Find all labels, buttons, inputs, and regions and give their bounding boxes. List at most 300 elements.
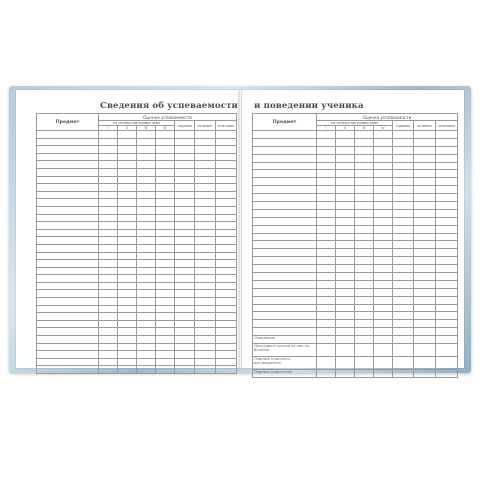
grade-cell[interactable] <box>216 343 237 351</box>
grade-cell[interactable] <box>137 252 156 260</box>
grade-cell[interactable] <box>393 138 414 146</box>
grade-cell[interactable] <box>436 280 458 288</box>
grade-cell[interactable] <box>195 358 216 366</box>
grade-cell[interactable] <box>336 225 355 233</box>
grade-cell[interactable] <box>175 146 195 154</box>
subject-cell[interactable] <box>37 244 99 252</box>
grade-cell[interactable] <box>137 343 156 351</box>
grade-cell[interactable] <box>355 217 374 225</box>
grade-cell[interactable] <box>374 146 393 154</box>
grade-cell[interactable] <box>175 229 195 237</box>
grade-cell[interactable] <box>355 357 374 370</box>
grade-cell[interactable] <box>195 131 216 139</box>
grade-cell[interactable] <box>436 154 458 162</box>
grade-cell[interactable] <box>175 214 195 222</box>
grade-cell[interactable] <box>436 328 458 336</box>
grade-cell[interactable] <box>156 176 175 184</box>
grade-cell[interactable] <box>355 336 374 344</box>
subject-cell[interactable] <box>253 249 317 257</box>
grade-cell[interactable] <box>317 288 336 296</box>
grade-cell[interactable] <box>355 186 374 194</box>
grade-cell[interactable] <box>436 202 458 210</box>
grade-cell[interactable] <box>137 282 156 290</box>
grade-cell[interactable] <box>414 186 436 194</box>
grade-cell[interactable] <box>195 244 216 252</box>
grade-cell[interactable] <box>195 290 216 298</box>
grade-cell[interactable] <box>137 267 156 275</box>
grade-cell[interactable] <box>436 344 458 357</box>
grade-cell[interactable] <box>374 154 393 162</box>
subject-cell[interactable] <box>253 170 317 178</box>
grade-cell[interactable] <box>414 304 436 312</box>
grade-cell[interactable] <box>156 366 175 374</box>
subject-cell[interactable] <box>37 260 99 268</box>
grade-cell[interactable] <box>336 154 355 162</box>
grade-cell[interactable] <box>195 260 216 268</box>
grade-cell[interactable] <box>414 273 436 281</box>
grade-cell[interactable] <box>156 199 175 207</box>
grade-cell[interactable] <box>374 357 393 370</box>
grade-cell[interactable] <box>156 237 175 245</box>
grade-cell[interactable] <box>137 366 156 374</box>
grade-cell[interactable] <box>99 282 118 290</box>
grade-cell[interactable] <box>436 162 458 170</box>
grade-cell[interactable] <box>414 202 436 210</box>
grade-cell[interactable] <box>317 370 336 378</box>
grade-cell[interactable] <box>393 304 414 312</box>
grade-cell[interactable] <box>336 146 355 154</box>
grade-cell[interactable] <box>175 199 195 207</box>
grade-cell[interactable] <box>99 336 118 344</box>
grade-cell[interactable] <box>137 222 156 230</box>
grade-cell[interactable] <box>195 328 216 336</box>
grade-cell[interactable] <box>336 320 355 328</box>
grade-cell[interactable] <box>216 290 237 298</box>
grade-cell[interactable] <box>355 370 374 378</box>
grade-cell[interactable] <box>414 154 436 162</box>
grade-cell[interactable] <box>393 170 414 178</box>
grade-cell[interactable] <box>175 320 195 328</box>
grade-cell[interactable] <box>393 186 414 194</box>
grade-cell[interactable] <box>137 328 156 336</box>
grade-cell[interactable] <box>118 146 137 154</box>
grade-cell[interactable] <box>414 209 436 217</box>
grade-cell[interactable] <box>317 344 336 357</box>
grade-cell[interactable] <box>195 146 216 154</box>
grade-cell[interactable] <box>436 357 458 370</box>
grade-cell[interactable] <box>118 176 137 184</box>
grade-cell[interactable] <box>195 267 216 275</box>
grade-cell[interactable] <box>336 370 355 378</box>
grade-cell[interactable] <box>216 267 237 275</box>
grade-cell[interactable] <box>99 191 118 199</box>
grade-cell[interactable] <box>137 351 156 359</box>
grade-cell[interactable] <box>393 288 414 296</box>
grade-cell[interactable] <box>393 328 414 336</box>
grade-cell[interactable] <box>156 252 175 260</box>
grade-cell[interactable] <box>118 275 137 283</box>
subject-cell[interactable] <box>37 298 99 306</box>
grade-cell[interactable] <box>374 202 393 210</box>
subject-cell[interactable] <box>37 328 99 336</box>
grade-cell[interactable] <box>355 131 374 139</box>
grade-cell[interactable] <box>393 146 414 154</box>
grade-cell[interactable] <box>118 244 137 252</box>
grade-cell[interactable] <box>99 358 118 366</box>
subject-cell[interactable] <box>253 225 317 233</box>
grade-cell[interactable] <box>216 229 237 237</box>
grade-cell[interactable] <box>175 275 195 283</box>
grade-cell[interactable] <box>355 154 374 162</box>
grade-cell[interactable] <box>175 191 195 199</box>
grade-cell[interactable] <box>156 290 175 298</box>
grade-cell[interactable] <box>195 184 216 192</box>
grade-cell[interactable] <box>137 184 156 192</box>
grade-cell[interactable] <box>156 358 175 366</box>
grade-cell[interactable] <box>156 244 175 252</box>
grade-cell[interactable] <box>336 170 355 178</box>
grade-cell[interactable] <box>374 328 393 336</box>
grade-cell[interactable] <box>355 280 374 288</box>
grade-cell[interactable] <box>175 366 195 374</box>
grade-cell[interactable] <box>317 265 336 273</box>
grade-cell[interactable] <box>374 280 393 288</box>
grade-cell[interactable] <box>175 153 195 161</box>
grade-cell[interactable] <box>393 217 414 225</box>
subject-cell[interactable] <box>37 214 99 222</box>
grade-cell[interactable] <box>414 241 436 249</box>
grade-cell[interactable] <box>393 249 414 257</box>
grade-cell[interactable] <box>336 178 355 186</box>
grade-cell[interactable] <box>436 257 458 265</box>
grade-cell[interactable] <box>216 244 237 252</box>
subject-cell[interactable] <box>253 265 317 273</box>
grade-cell[interactable] <box>216 305 237 313</box>
grade-cell[interactable] <box>355 344 374 357</box>
grade-cell[interactable] <box>216 214 237 222</box>
grade-cell[interactable] <box>436 296 458 304</box>
grade-cell[interactable] <box>137 199 156 207</box>
grade-cell[interactable] <box>195 176 216 184</box>
grade-cell[interactable] <box>355 138 374 146</box>
grade-cell[interactable] <box>317 194 336 202</box>
grade-cell[interactable] <box>99 290 118 298</box>
grade-cell[interactable] <box>99 320 118 328</box>
grade-cell[interactable] <box>118 214 137 222</box>
grade-cell[interactable] <box>118 351 137 359</box>
grade-cell[interactable] <box>374 320 393 328</box>
grade-cell[interactable] <box>436 370 458 378</box>
subject-cell[interactable] <box>37 199 99 207</box>
subject-cell[interactable] <box>37 282 99 290</box>
grade-cell[interactable] <box>137 153 156 161</box>
grade-cell[interactable] <box>393 154 414 162</box>
subject-cell[interactable] <box>253 241 317 249</box>
grade-cell[interactable] <box>336 280 355 288</box>
grade-cell[interactable] <box>336 304 355 312</box>
subject-cell[interactable] <box>253 209 317 217</box>
grade-cell[interactable] <box>374 138 393 146</box>
grade-cell[interactable] <box>393 344 414 357</box>
grade-cell[interactable] <box>175 252 195 260</box>
subject-cell[interactable] <box>37 305 99 313</box>
grade-cell[interactable] <box>355 257 374 265</box>
grade-cell[interactable] <box>216 336 237 344</box>
grade-cell[interactable] <box>195 168 216 176</box>
grade-cell[interactable] <box>436 186 458 194</box>
grade-cell[interactable] <box>216 298 237 306</box>
grade-cell[interactable] <box>137 138 156 146</box>
grade-cell[interactable] <box>216 358 237 366</box>
grade-cell[interactable] <box>118 206 137 214</box>
grade-cell[interactable] <box>175 168 195 176</box>
grade-cell[interactable] <box>374 162 393 170</box>
subject-cell[interactable] <box>37 184 99 192</box>
grade-cell[interactable] <box>195 153 216 161</box>
grade-cell[interactable] <box>414 257 436 265</box>
subject-cell[interactable] <box>37 138 99 146</box>
grade-cell[interactable] <box>195 229 216 237</box>
grade-cell[interactable] <box>175 206 195 214</box>
grade-cell[interactable] <box>175 131 195 139</box>
subject-cell[interactable] <box>37 222 99 230</box>
grade-cell[interactable] <box>195 206 216 214</box>
grade-cell[interactable] <box>414 233 436 241</box>
grade-cell[interactable] <box>137 358 156 366</box>
grade-cell[interactable] <box>216 351 237 359</box>
grade-cell[interactable] <box>355 209 374 217</box>
grade-cell[interactable] <box>393 209 414 217</box>
grade-cell[interactable] <box>336 249 355 257</box>
grade-cell[interactable] <box>436 146 458 154</box>
grade-cell[interactable] <box>156 191 175 199</box>
grade-cell[interactable] <box>99 206 118 214</box>
grade-cell[interactable] <box>336 233 355 241</box>
grade-cell[interactable] <box>175 138 195 146</box>
grade-cell[interactable] <box>156 305 175 313</box>
grade-cell[interactable] <box>99 351 118 359</box>
subject-cell[interactable] <box>37 131 99 139</box>
grade-cell[interactable] <box>216 184 237 192</box>
grade-cell[interactable] <box>317 296 336 304</box>
grade-cell[interactable] <box>195 222 216 230</box>
grade-cell[interactable] <box>414 138 436 146</box>
grade-cell[interactable] <box>137 214 156 222</box>
grade-cell[interactable] <box>317 217 336 225</box>
subject-cell[interactable] <box>37 153 99 161</box>
subject-cell[interactable] <box>253 257 317 265</box>
grade-cell[interactable] <box>216 199 237 207</box>
grade-cell[interactable] <box>99 328 118 336</box>
grade-cell[interactable] <box>317 257 336 265</box>
grade-cell[interactable] <box>414 170 436 178</box>
grade-cell[interactable] <box>374 304 393 312</box>
subject-cell[interactable] <box>37 351 99 359</box>
grade-cell[interactable] <box>393 273 414 281</box>
subject-cell[interactable] <box>37 320 99 328</box>
grade-cell[interactable] <box>118 305 137 313</box>
grade-cell[interactable] <box>156 328 175 336</box>
subject-cell[interactable] <box>253 186 317 194</box>
grade-cell[interactable] <box>374 370 393 378</box>
grade-cell[interactable] <box>317 170 336 178</box>
grade-cell[interactable] <box>137 336 156 344</box>
subject-cell[interactable] <box>253 194 317 202</box>
grade-cell[interactable] <box>137 305 156 313</box>
grade-cell[interactable] <box>374 344 393 357</box>
grade-cell[interactable] <box>374 131 393 139</box>
grade-cell[interactable] <box>195 161 216 169</box>
grade-cell[interactable] <box>216 252 237 260</box>
grade-cell[interactable] <box>336 194 355 202</box>
grade-cell[interactable] <box>118 328 137 336</box>
grade-cell[interactable] <box>393 202 414 210</box>
grade-cell[interactable] <box>118 290 137 298</box>
grade-cell[interactable] <box>118 267 137 275</box>
grade-cell[interactable] <box>414 249 436 257</box>
grade-cell[interactable] <box>156 229 175 237</box>
subject-cell[interactable] <box>253 304 317 312</box>
grade-cell[interactable] <box>436 178 458 186</box>
grade-cell[interactable] <box>118 252 137 260</box>
grade-cell[interactable] <box>355 320 374 328</box>
grade-cell[interactable] <box>393 265 414 273</box>
grade-cell[interactable] <box>137 206 156 214</box>
grade-cell[interactable] <box>393 131 414 139</box>
subject-cell[interactable] <box>253 296 317 304</box>
grade-cell[interactable] <box>374 241 393 249</box>
grade-cell[interactable] <box>414 280 436 288</box>
subject-cell[interactable] <box>253 312 317 320</box>
subject-cell[interactable] <box>253 273 317 281</box>
grade-cell[interactable] <box>355 265 374 273</box>
grade-cell[interactable] <box>156 131 175 139</box>
grade-cell[interactable] <box>99 267 118 275</box>
grade-cell[interactable] <box>99 168 118 176</box>
grade-cell[interactable] <box>393 233 414 241</box>
grade-cell[interactable] <box>436 138 458 146</box>
subject-cell[interactable] <box>253 162 317 170</box>
grade-cell[interactable] <box>317 131 336 139</box>
grade-cell[interactable] <box>216 237 237 245</box>
grade-cell[interactable] <box>137 168 156 176</box>
subject-cell[interactable] <box>253 328 317 336</box>
subject-cell[interactable] <box>253 320 317 328</box>
grade-cell[interactable] <box>216 260 237 268</box>
grade-cell[interactable] <box>374 209 393 217</box>
grade-cell[interactable] <box>118 282 137 290</box>
grade-cell[interactable] <box>137 131 156 139</box>
grade-cell[interactable] <box>317 162 336 170</box>
grade-cell[interactable] <box>436 312 458 320</box>
subject-cell[interactable] <box>37 336 99 344</box>
grade-cell[interactable] <box>156 161 175 169</box>
grade-cell[interactable] <box>195 237 216 245</box>
grade-cell[interactable] <box>175 184 195 192</box>
grade-cell[interactable] <box>118 320 137 328</box>
grade-cell[interactable] <box>195 191 216 199</box>
subject-cell[interactable] <box>37 358 99 366</box>
grade-cell[interactable] <box>374 194 393 202</box>
grade-cell[interactable] <box>118 222 137 230</box>
grade-cell[interactable] <box>216 153 237 161</box>
grade-cell[interactable] <box>216 131 237 139</box>
grade-cell[interactable] <box>156 260 175 268</box>
grade-cell[interactable] <box>99 131 118 139</box>
grade-cell[interactable] <box>118 161 137 169</box>
grade-cell[interactable] <box>99 305 118 313</box>
subject-cell[interactable] <box>253 138 317 146</box>
grade-cell[interactable] <box>175 328 195 336</box>
grade-cell[interactable] <box>137 244 156 252</box>
grade-cell[interactable] <box>355 194 374 202</box>
grade-cell[interactable] <box>175 313 195 321</box>
grade-cell[interactable] <box>99 343 118 351</box>
grade-cell[interactable] <box>393 370 414 378</box>
grade-cell[interactable] <box>414 162 436 170</box>
grade-cell[interactable] <box>216 222 237 230</box>
subject-cell[interactable] <box>37 366 99 374</box>
grade-cell[interactable] <box>118 184 137 192</box>
grade-cell[interactable] <box>99 153 118 161</box>
subject-cell[interactable] <box>37 161 99 169</box>
subject-cell[interactable] <box>253 217 317 225</box>
grade-cell[interactable] <box>317 328 336 336</box>
grade-cell[interactable] <box>175 336 195 344</box>
subject-cell[interactable] <box>37 343 99 351</box>
grade-cell[interactable] <box>216 275 237 283</box>
grade-cell[interactable] <box>317 357 336 370</box>
grade-cell[interactable] <box>393 280 414 288</box>
grade-cell[interactable] <box>195 305 216 313</box>
grade-cell[interactable] <box>118 138 137 146</box>
grade-cell[interactable] <box>374 186 393 194</box>
grade-cell[interactable] <box>355 304 374 312</box>
grade-cell[interactable] <box>317 202 336 210</box>
grade-cell[interactable] <box>175 282 195 290</box>
grade-cell[interactable] <box>118 153 137 161</box>
grade-cell[interactable] <box>414 146 436 154</box>
grade-cell[interactable] <box>216 168 237 176</box>
grade-cell[interactable] <box>436 336 458 344</box>
grade-cell[interactable] <box>336 296 355 304</box>
grade-cell[interactable] <box>436 170 458 178</box>
grade-cell[interactable] <box>436 225 458 233</box>
grade-cell[interactable] <box>336 273 355 281</box>
subject-cell[interactable] <box>37 267 99 275</box>
grade-cell[interactable] <box>175 161 195 169</box>
grade-cell[interactable] <box>99 313 118 321</box>
grade-cell[interactable] <box>99 138 118 146</box>
grade-cell[interactable] <box>336 328 355 336</box>
grade-cell[interactable] <box>393 336 414 344</box>
grade-cell[interactable] <box>216 138 237 146</box>
grade-cell[interactable] <box>137 229 156 237</box>
grade-cell[interactable] <box>118 237 137 245</box>
grade-cell[interactable] <box>374 312 393 320</box>
grade-cell[interactable] <box>355 146 374 154</box>
grade-cell[interactable] <box>118 191 137 199</box>
grade-cell[interactable] <box>195 199 216 207</box>
grade-cell[interactable] <box>156 267 175 275</box>
grade-cell[interactable] <box>99 275 118 283</box>
grade-cell[interactable] <box>99 146 118 154</box>
grade-cell[interactable] <box>175 260 195 268</box>
grade-cell[interactable] <box>156 168 175 176</box>
subject-cell[interactable] <box>253 146 317 154</box>
grade-cell[interactable] <box>355 202 374 210</box>
grade-cell[interactable] <box>393 225 414 233</box>
